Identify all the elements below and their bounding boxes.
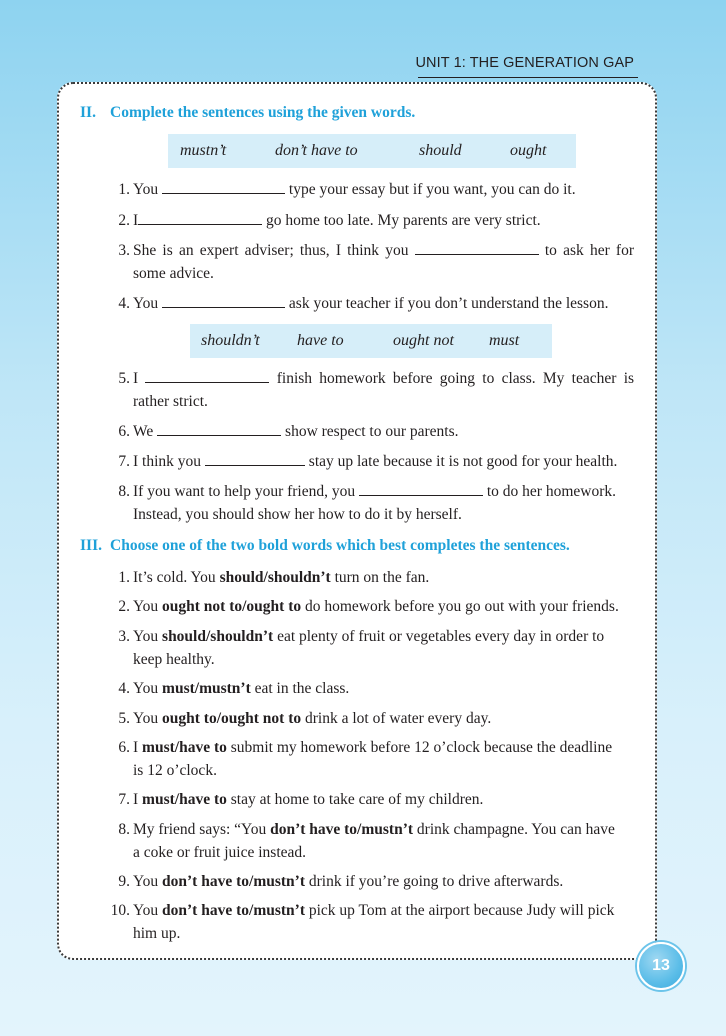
item-number: 3.: [118, 628, 130, 645]
answer-blank[interactable]: [162, 293, 285, 308]
item-text: stay at home to take care of my children.: [226, 791, 484, 808]
section-3-number: III.: [80, 537, 102, 554]
item-text: turn on the fan.: [330, 569, 430, 586]
answer-blank[interactable]: [138, 210, 262, 225]
item-number: 7.: [118, 791, 130, 808]
item-text: I: [133, 212, 139, 229]
item-text: You: [133, 680, 163, 697]
item-text: eat plenty of fruit or vegetables every day in order to: [273, 628, 605, 645]
item-text: drink a lot of water every day.: [301, 710, 492, 727]
choice-words[interactable]: must/have to: [142, 739, 227, 756]
item-number: 1.: [118, 181, 130, 198]
choice-words[interactable]: ought to/ought not to: [162, 710, 302, 727]
choice-words[interactable]: don’t have to/mustn’t: [162, 873, 305, 890]
choice-words[interactable]: should/shouldn’t: [162, 628, 274, 645]
item-number: 8.: [118, 821, 130, 838]
item-text: Instead, you should show her how to do it by herself.: [133, 506, 462, 523]
item-text: I: [133, 791, 143, 808]
item-text: pick up Tom at the airport because Judy will pick: [304, 902, 615, 919]
item-number: 5.: [118, 370, 130, 387]
choice-words[interactable]: must/have to: [142, 791, 227, 808]
header-rule: [418, 77, 638, 78]
item-text: do homework before you go out with your friends.: [301, 598, 619, 615]
item-text: submit my homework before 12 o’clock because the deadline: [226, 739, 613, 756]
answer-blank[interactable]: [359, 481, 483, 496]
section-2-title: [80, 104, 415, 122]
item-text: to ask her for: [544, 242, 634, 259]
answer-blank[interactable]: [205, 451, 305, 466]
choice-words[interactable]: ought not to/ought to: [162, 598, 302, 615]
item-number: 6.: [118, 739, 130, 756]
item-text: drink if you’re going to drive afterwards.: [304, 873, 564, 890]
choice-words[interactable]: must/mustn’t: [162, 680, 251, 697]
item-number: 4.: [118, 680, 130, 697]
word-option: don’t have to: [275, 142, 358, 159]
item-text: stay up late because it is not good for your health.: [308, 453, 618, 470]
item-text: him up.: [133, 925, 181, 942]
item-number: 1.: [118, 569, 130, 586]
choice-words[interactable]: don’t have to/mustn’t: [270, 821, 414, 838]
page-number-badge: [637, 942, 685, 990]
item-number: 2.: [118, 212, 130, 229]
item-text: type your essay but if you want, you can do it.: [288, 181, 576, 198]
item-text: is 12 o’clock.: [133, 762, 217, 779]
item-text: We: [133, 423, 154, 440]
item-number: 8.: [118, 483, 130, 500]
item-text: I: [133, 739, 143, 756]
answer-blank[interactable]: [415, 240, 539, 255]
item-number: 6.: [118, 423, 130, 440]
item-number: 10.: [110, 902, 130, 919]
item-text: She is an expert adviser; thus, I think you: [133, 242, 409, 259]
item-number: 5.: [118, 710, 130, 727]
item-text: My friend says: “You: [133, 821, 271, 838]
item-text: You: [133, 598, 163, 615]
item-text: finish homework before going to class. My teacher is: [276, 370, 635, 387]
item-number: 9.: [118, 873, 130, 890]
item-text: I: [133, 370, 139, 387]
item-text: to do her homework.: [486, 483, 617, 500]
item-text: It’s cold. You: [133, 569, 220, 586]
item-text: keep healthy.: [133, 651, 215, 668]
answer-blank[interactable]: [162, 179, 285, 194]
item-text: rather strict.: [133, 393, 208, 410]
item-text: go home too late. My parents are very strict.: [266, 212, 541, 229]
answer-blank[interactable]: [157, 421, 281, 436]
item-text: drink champagne. You can have: [413, 821, 615, 838]
item-text: eat in the class.: [250, 680, 350, 697]
word-option: mustn’t: [180, 142, 227, 159]
item-text: a coke or fruit juice instead.: [133, 844, 307, 861]
item-text: show respect to our parents.: [285, 423, 459, 440]
section-2-heading: Complete the sentences using the given words.: [110, 104, 416, 121]
item-text: You: [133, 628, 163, 645]
item-text: ask your teacher if you don’t understand the lesson.: [288, 295, 609, 312]
item-text: You: [133, 873, 163, 890]
word-box-1: [168, 134, 576, 168]
item-text: If you want to help your friend, you: [133, 483, 356, 500]
page-number: 13: [652, 957, 670, 974]
section-3-title: [80, 537, 570, 555]
word-option: have to: [297, 332, 344, 349]
item-number: 2.: [118, 598, 130, 615]
word-option: ought not: [393, 332, 454, 349]
section-3-heading: Choose one of the two bold words which best completes the sentences.: [110, 537, 570, 554]
section-2-number: II.: [80, 104, 96, 121]
item-number: 3.: [118, 242, 130, 259]
item-text: You: [133, 902, 163, 919]
item-number: 7.: [118, 453, 130, 470]
item-text: some advice.: [133, 265, 214, 282]
item-text: I think you: [133, 453, 202, 470]
word-option: ought: [510, 142, 547, 159]
answer-blank[interactable]: [145, 368, 269, 383]
unit-header: UNIT 1: THE GENERATION GAP: [415, 55, 634, 71]
word-option: shouldn’t: [201, 332, 260, 349]
word-box-2: [190, 324, 552, 358]
word-option: must: [489, 332, 520, 349]
choice-words[interactable]: should/shouldn’t: [219, 569, 331, 586]
word-option: should: [419, 142, 462, 159]
choice-words[interactable]: don’t have to/mustn’t: [162, 902, 305, 919]
item-text: You: [133, 181, 159, 198]
item-number: 4.: [118, 295, 130, 312]
item-text: You: [133, 295, 159, 312]
item-text: You: [133, 710, 163, 727]
